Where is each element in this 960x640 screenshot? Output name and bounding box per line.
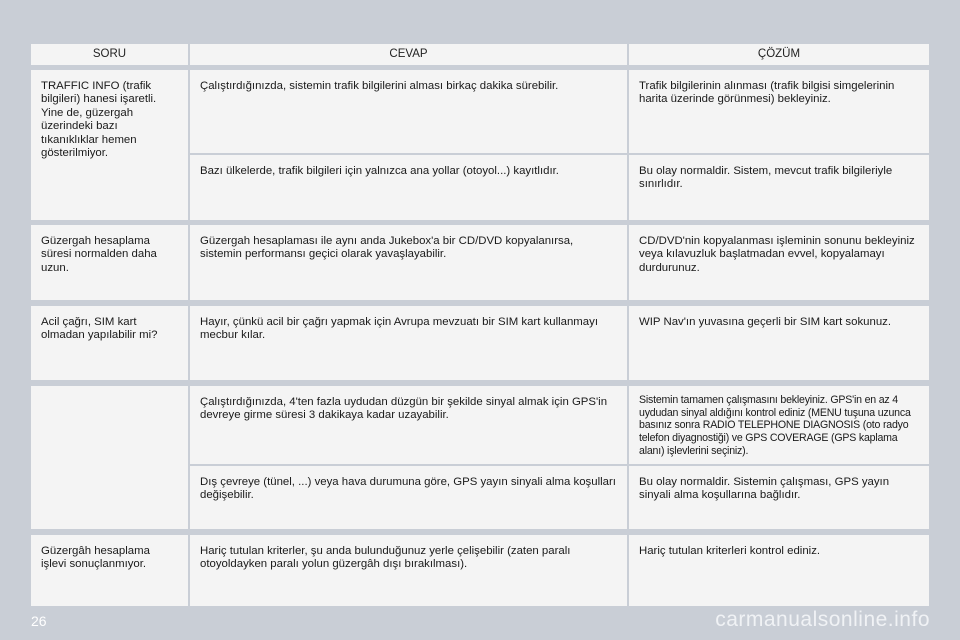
watermark: carmanualsonline.info	[715, 608, 930, 631]
answer-cell: Bazı ülkelerde, trafik bilgileri için yalnızca ana yollar (otoyol...) kayıtlıdır.	[190, 155, 627, 220]
page-number: 26	[31, 613, 47, 629]
question-cell	[31, 386, 188, 529]
answer-cell: Hayır, çünkü acil bir çağrı yapmak için Avrupa mevzuatı bir SIM kart kullanmayı mecbur kılar.	[190, 306, 627, 380]
answer-cell: Güzergah hesaplaması ile aynı anda Jukebox'a bir CD/DVD kopyalanırsa, sistemin performansı geçici olarak yavaşlayabilir.	[190, 225, 627, 300]
answer-cell: Hariç tutulan kriterler, şu anda bulunduğunuz yerle çelişebilir (zaten paralı otoyoldayken paralı yolun güzergâh dışı bırakılması).	[190, 535, 627, 606]
solution-cell: Bu olay normaldir. Sistem, mevcut trafik bilgileriyle sınırlıdır.	[629, 155, 929, 220]
question-cell: Güzergah hesaplama süresi normalden daha uzun.	[31, 225, 188, 300]
solution-cell: Sistemin tamamen çalışmasını bekleyiniz. GPS'in en az 4 uydudan sinyal aldığını kontrol ediniz (MENU tuşuna uzunca basınız sonra RADIO TELEPHONE DIAGNOSIS (oto radyo telefon diyagnostiği) ve GPS COVERAGE (GPS kaplama alanı) işlevlerini seçiniz).	[629, 386, 929, 464]
solution-cell: Bu olay normaldir. Sistemin çalışması, GPS yayın sinyali alma koşullarına bağlıdır.	[629, 466, 929, 529]
solution-cell: Hariç tutulan kriterleri kontrol ediniz.	[629, 535, 929, 606]
answer-cell: Çalıştırdığınızda, sistemin trafik bilgilerini alması birkaç dakika sürebilir.	[190, 70, 627, 153]
header-soru: SORU	[31, 44, 188, 65]
solution-cell: Trafik bilgilerinin alınması (trafik bilgisi simgelerinin harita üzerinde görünmesi) bekleyiniz.	[629, 70, 929, 153]
solution-cell: CD/DVD'nin kopyalanması işleminin sonunu bekleyiniz veya kılavuzluk başlatmadan evvel, kopyalamayı durdurunuz.	[629, 225, 929, 300]
answer-cell: Dış çevreye (tünel, ...) veya hava durumuna göre, GPS yayın sinyali alma koşulları değişebilir.	[190, 466, 627, 529]
header-cozum: ÇÖZÜM	[629, 44, 929, 65]
header-cevap: CEVAP	[190, 44, 627, 65]
answer-cell: Çalıştırdığınızda, 4'ten fazla uydudan düzgün bir şekilde sinyal almak için GPS'in devreye girme süresi 3 dakikaya kadar uzayabilir.	[190, 386, 627, 464]
question-cell: TRAFFIC INFO (trafik bilgileri) hanesi işaretli. Yine de, güzergah üzerindeki bazı tıkanıklıklar hemen gösterilmiyor.	[31, 70, 188, 220]
question-cell: Acil çağrı, SIM kart olmadan yapılabilir mi?	[31, 306, 188, 380]
question-cell: Güzergâh hesaplama işlevi sonuçlanmıyor.	[31, 535, 188, 606]
solution-cell: WIP Nav'ın yuvasına geçerli bir SIM kart sokunuz.	[629, 306, 929, 380]
